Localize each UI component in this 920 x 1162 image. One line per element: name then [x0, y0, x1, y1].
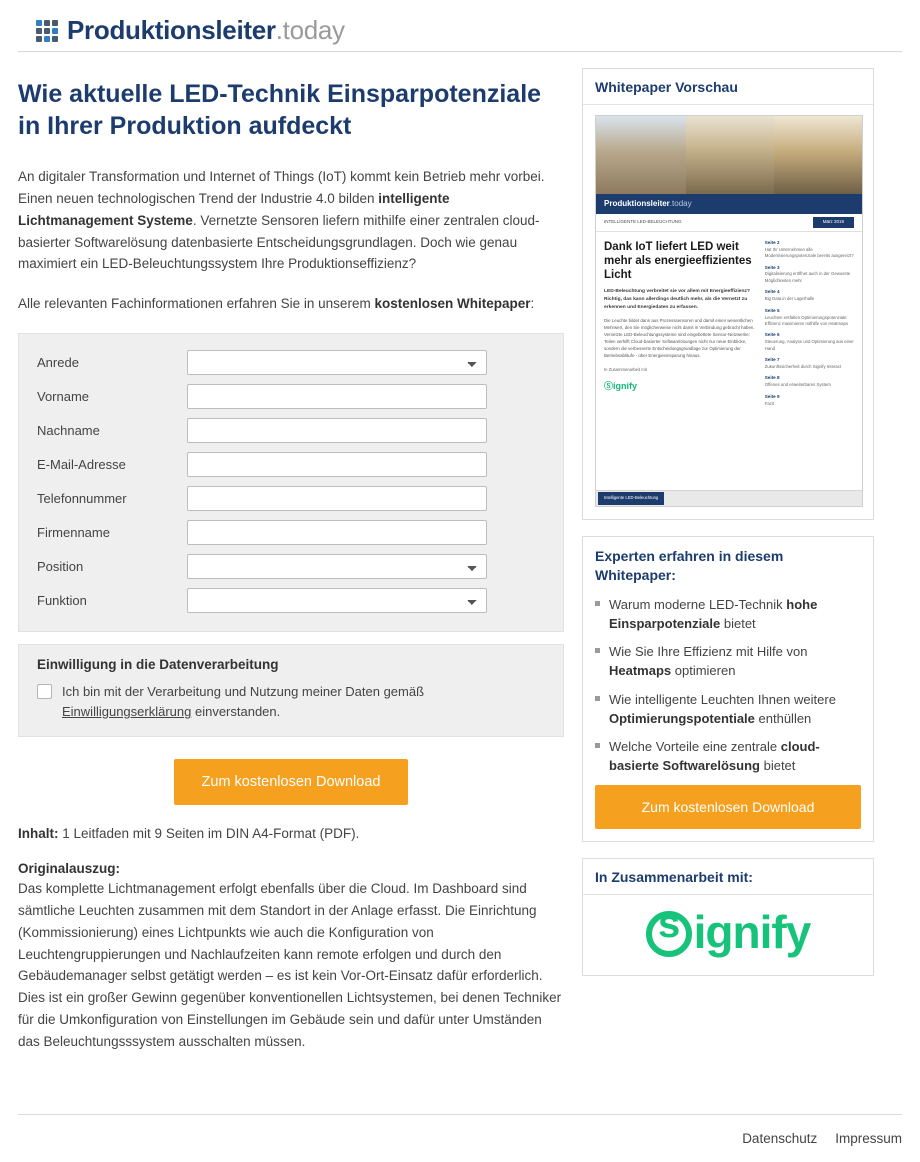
logo-suffix: .today [275, 15, 345, 45]
form-field [187, 588, 545, 613]
page-title: Wie aktuelle LED-Technik Einsparpotenziale in Ihrer Produktion aufdeckt [18, 80, 542, 140]
experts-bullet [595, 690, 861, 728]
bullet-text-bold: Heatmaps [609, 663, 672, 679]
lead-form [18, 333, 564, 632]
thumbnail-toc-item [765, 375, 854, 388]
form-label: Position [37, 559, 84, 575]
consent-text [62, 682, 545, 722]
thumbnail-coop-label: In Zusammenarbeit mit [604, 367, 647, 373]
lastname-input[interactable] [187, 418, 487, 443]
form-label: Vorname [37, 389, 90, 405]
thumbnail-toc-page: Seite 9 [764, 393, 780, 399]
thumbnail-brand-suffix: .today [669, 199, 692, 208]
whitepaper-preview-card [582, 68, 874, 520]
consent-link[interactable]: Einwilligungserklärung [62, 704, 192, 720]
thumbnail-subbar [596, 214, 862, 232]
consent-checkbox[interactable] [37, 684, 52, 699]
thumbnail-toc-desc: Zukunftssicherheit durch Signify Interact [764, 364, 842, 370]
signify-ring-icon [646, 911, 692, 957]
thumbnail-body: Die Leuchte bildet dann aus Prozesssensoren und damit einen wesentlichen Mehrwert, den Sie möglicherweise nicht damit in Verbindung gebracht haben. Vernetzte LED-Beleuchtungssysteme sind eingebettete Sensor-Netzwerke: Teilen verhilft Cloud-basierter Softwarelösungen nicht nur neue Einblicke, sondern die verbesserte Entscheidungsgrundlage zur Optimierung der Betriebsabläufe - über Energieeinsparung hinaus. [604, 317, 755, 359]
thumbnail-footer [596, 490, 862, 506]
bullet-text-bold: Optimierungspotentiale [609, 710, 755, 726]
thumbnail-main-col [604, 240, 758, 412]
thumbnail-toc-desc: Fazit [764, 400, 775, 406]
thumbnail-columns [596, 232, 862, 412]
thumbnail-side-col [765, 240, 854, 412]
consent-text-before: Ich bin mit der Verarbeitung und Nutzung meiner Daten gemäß [62, 684, 425, 700]
thumbnail-date: März 2019 [813, 217, 854, 228]
content-info-label: Inhalt: [18, 826, 59, 842]
bullet-text-post: optimieren [671, 663, 736, 679]
form-row [37, 520, 545, 545]
intro-paragraph-2 [18, 293, 564, 315]
form-row [37, 384, 545, 409]
thumbnail-toc-page: Seite 6 [764, 332, 780, 338]
intro-paragraph-1 [18, 166, 564, 275]
thumbnail-brand-main: Produktionsleiter [604, 199, 670, 208]
thumbnail-toc-item [765, 394, 854, 407]
thumbnail-toc-desc: Hat Ihr Unternehmen alle Modernisierungspotenziale bereits ausgereizt? [764, 246, 854, 259]
salutation-select[interactable] [187, 350, 487, 375]
consent-section [18, 644, 564, 737]
form-field [187, 418, 545, 443]
form-label: Telefonnummer [37, 491, 127, 507]
site-logo[interactable] [67, 15, 345, 46]
site-header [18, 0, 902, 52]
thumbnail-subbar-label: INTELLIGENTE LED-BELEUCHTUNG [604, 219, 682, 224]
company-input[interactable] [187, 520, 487, 545]
thumbnail-toc-desc: Leuchten entfalten Optimierungspotenziale: Effizienz maximieren mithilfe von Heatmaps [764, 314, 848, 326]
form-field [187, 520, 545, 545]
form-field [187, 350, 545, 375]
firstname-input[interactable] [187, 384, 487, 409]
dot-grid-icon [36, 20, 60, 42]
cta-container [18, 759, 564, 805]
consent-text-after: einverstanden. [191, 704, 281, 720]
preview-card-title: Whitepaper Vorschau [583, 69, 873, 105]
content-info [18, 823, 564, 845]
thumbnail-toc-desc: Big Data in der Lagerhalle [764, 296, 815, 302]
thumbnail-toc-page: Seite 7 [764, 357, 780, 363]
signify-logo-text: ignify [693, 905, 811, 958]
signify-logo [583, 895, 873, 975]
email-input[interactable] [187, 452, 487, 477]
form-row [37, 486, 545, 511]
bullet-text-pre: Warum moderne LED-Technik [609, 596, 787, 612]
intro-text-2: Alle relevanten Fachinformationen erfahren Sie in unserem [18, 296, 375, 312]
thumbnail-toc-page: Seite 4 [764, 289, 780, 295]
intro-bold-2: kostenlosen Whitepaper [374, 296, 531, 312]
thumbnail-toc-desc: Steuerung, Analyse und Optimierung aus einer Hand [764, 339, 854, 351]
bullet-text-post: bietet [720, 616, 756, 632]
bullet-text-pre: Wie intelligente Leuchten Ihnen weitere [609, 691, 836, 707]
content-info-value: 1 Leitfaden mit 9 Seiten im DIN A4-Format (PDF). [58, 826, 360, 842]
whitepaper-thumbnail[interactable] [595, 115, 863, 507]
excerpt-text: Das komplette Lichtmanagement erfolgt ebenfalls über die Cloud. Im Dashboard sind sämtliche Leuchten zusammen mit dem Standort in der Anlage erfasst. Die Einrichtung (Kommissionierung) eines Lichtpunkts wie auch die Konfiguration von Leuchtengruppierungen und Nachlaufzeiten kann remote erfolgen und durch den Gebäudemanager selbst getätigt werden – es ist kein Vor-Ort-Einsatz dafür erforderlich. Dies ist ein großer Gewinn gegenüber konventionellen Lichtsystemen, bei denen Techniker für die Umkonfiguration von Einstellungen im Gebäude sein und dafür unter Umständen das Beleuchtungsssystem ausschalten müssen. [18, 881, 562, 1050]
form-row [37, 350, 545, 375]
thumbnail-toc-desc: Offenes und erweiterbares System [764, 382, 831, 388]
footer-link-imprint[interactable]: Impressum [835, 1131, 902, 1146]
intro-text-1-rest: . Vernetzte Sensoren liefern mithilfe einer zentralen cloud-basierter Softwarelösung datenbasierte Entscheidungsgrundlagen. Doch wie genau maximiert ein LED-Beleuchtungssystem Ihre Produktionseffizienz? [18, 212, 540, 272]
partner-card [582, 858, 874, 976]
phone-input[interactable] [187, 486, 487, 511]
experts-title: Experten erfahren in diesem Whitepaper: [595, 548, 784, 583]
thumbnail-signify-logo: Ⓢignify [604, 380, 638, 391]
consent-title: Einwilligung in die Datenverarbeitung [37, 657, 279, 673]
thumbnail-brand [596, 194, 862, 214]
experts-bullet [595, 595, 861, 633]
bullet-text-post: bietet [759, 758, 796, 774]
bullet-text-post: enthüllen [754, 710, 812, 726]
thumbnail-toc-page: Seite 2 [764, 239, 780, 245]
form-row [37, 554, 545, 579]
form-label: E-Mail-Adresse [37, 457, 126, 473]
experts-bullet [595, 642, 861, 680]
footer-link-privacy[interactable]: Datenschutz [742, 1131, 818, 1146]
sidebar-column [582, 68, 874, 1053]
thumbnail-toc-item [765, 332, 854, 352]
form-row [37, 588, 545, 613]
thumbnail-toc-page: Seite 5 [764, 307, 780, 313]
form-field [187, 384, 545, 409]
form-row [37, 418, 545, 443]
bullet-text-pre: Welche Vorteile eine zentrale [609, 739, 781, 755]
experts-bullet-list [595, 595, 861, 776]
thumbnail-toc-page: Seite 8 [764, 375, 780, 381]
bullet-text-bold: cloud-basierte Softwarelösung [609, 739, 820, 774]
logo-main: Produktionsleiter [67, 15, 276, 45]
partner-card-title: In Zusammenarbeit mit: [583, 859, 873, 895]
page-content [18, 52, 902, 1053]
thumbnail-headline: Dank IoT liefert LED weit mehr als energieeffizientes Licht [604, 240, 752, 281]
bullet-text-bold: hohe Einsparpotenziale [609, 596, 818, 632]
intro-bold-1: intelligente Lichtmanagement Systeme [18, 190, 450, 228]
consent-row [37, 682, 545, 722]
thumbnail-signify-text: ignify [613, 380, 638, 391]
form-field [187, 452, 545, 477]
thumbnail-toc-item [765, 240, 854, 260]
intro-text-2-rest: : [530, 296, 535, 312]
thumbnail-lead: LED-Beleuchtung verbreitet sie vor allem mit Energieeffizienz? Richtig, das kann allerdings deutlich mehr, als die Vernetzt zu erkennen und Energiedaten zu erfassen. [604, 288, 750, 310]
function-select[interactable] [187, 588, 487, 613]
main-column [18, 68, 564, 1053]
preview-card-body [583, 105, 873, 519]
thumbnail-toc-desc: Digitalisierung eröffnet auch in der Gewusste Möglichkeiten mehr [764, 271, 851, 283]
form-label: Anrede [37, 355, 79, 371]
form-field [187, 486, 545, 511]
experts-card-body [583, 537, 873, 841]
thumbnail-photo [596, 116, 862, 194]
thumbnail-toc-item [765, 308, 854, 328]
thumbnail-toc-item [765, 357, 854, 370]
excerpt-title: Originalauszug: [18, 861, 121, 877]
form-label: Firmenname [37, 525, 110, 541]
intro-text-1: An digitaler Transformation und Internet of Things (IoT) kommt kein Betrieb mehr vorbei. Einen neuen technologischen Trend der Industrie 4.0 bilden [18, 169, 545, 206]
form-field [187, 554, 545, 579]
site-footer [18, 1114, 902, 1162]
form-row [37, 452, 545, 477]
position-select[interactable] [187, 554, 487, 579]
bullet-text-pre: Wie Sie Ihre Effizienz mit Hilfe von [609, 644, 808, 660]
thumbnail-footer-tag: Intelligente LED-Beleuchtung [598, 492, 664, 504]
form-label: Nachname [37, 423, 100, 439]
download-button-main[interactable]: Zum kostenlosen Download [174, 759, 409, 805]
thumbnail-toc-page: Seite 3 [764, 264, 780, 270]
thumbnail-toc-item [765, 289, 854, 302]
experts-bullet [595, 737, 861, 775]
experts-card [582, 536, 874, 842]
download-button-sidebar[interactable]: Zum kostenlosen Download [595, 785, 861, 829]
thumbnail-toc-item [765, 265, 854, 285]
form-label: Funktion [37, 593, 87, 609]
